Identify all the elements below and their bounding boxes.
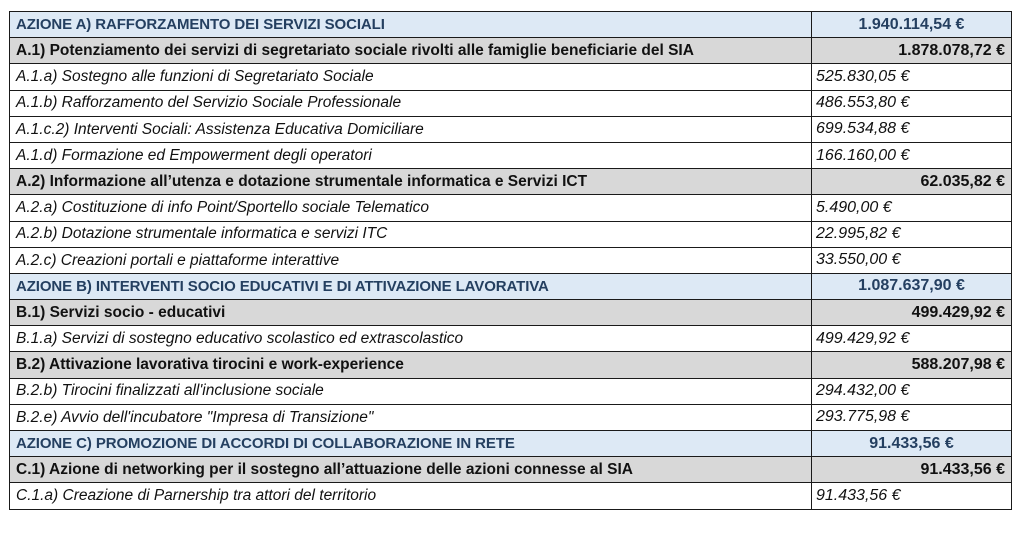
table-row-item	[10, 378, 1012, 404]
row-label: A.2.a) Costituzione di info Point/Sportello sociale Telematico	[10, 195, 812, 221]
row-label: A.1.a) Sostegno alle funzioni di Segretariato Sociale	[10, 64, 812, 90]
table-row-item	[10, 64, 1012, 90]
row-label: AZIONE A) RAFFORZAMENTO DEI SERVIZI SOCIALI	[10, 12, 812, 38]
row-label: B.2) Attivazione lavorativa tirocini e work-experience	[10, 352, 812, 378]
row-label: A.2.b) Dotazione strumentale informatica e servizi ITC	[10, 221, 812, 247]
table-row-item	[10, 195, 1012, 221]
table-row-item	[10, 116, 1012, 142]
table-row-item	[10, 90, 1012, 116]
budget-table-container	[9, 11, 1012, 510]
table-row-azione-c	[10, 431, 1012, 457]
table-row-item	[10, 247, 1012, 273]
row-amount: 499.429,92 €	[812, 300, 1012, 326]
table-row-item	[10, 483, 1012, 509]
row-label: AZIONE B) INTERVENTI SOCIO EDUCATIVI E DI ATTIVAZIONE LAVORATIVA	[10, 273, 812, 299]
table-row-sub-b2	[10, 352, 1012, 378]
row-amount: 1.940.114,54 €	[812, 12, 1012, 38]
row-amount: 294.432,00 €	[812, 378, 1012, 404]
table-row-item	[10, 326, 1012, 352]
row-amount: 1.087.637,90 €	[812, 273, 1012, 299]
row-label: A.1.d) Formazione ed Empowerment degli operatori	[10, 142, 812, 168]
row-amount: 91.433,56 €	[812, 483, 1012, 509]
table-row-sub-a2	[10, 169, 1012, 195]
row-amount: 699.534,88 €	[812, 116, 1012, 142]
row-label: B.2.b) Tirocini finalizzati all'inclusione sociale	[10, 378, 812, 404]
row-label: A.2.c) Creazioni portali e piattaforme interattive	[10, 247, 812, 273]
row-amount: 293.775,98 €	[812, 404, 1012, 430]
table-row-sub-a1	[10, 38, 1012, 64]
row-amount: 62.035,82 €	[812, 169, 1012, 195]
budget-table	[9, 11, 1012, 510]
table-row-azione-a	[10, 12, 1012, 38]
row-label: A.1.c.2) Interventi Sociali: Assistenza Educativa Domiciliare	[10, 116, 812, 142]
row-label: C.1) Azione di networking per il sostegno all’attuazione delle azioni connesse al SIA	[10, 457, 812, 483]
table-row-sub-b1	[10, 300, 1012, 326]
row-label: B.2.e) Avvio dell'incubatore "Impresa di Transizione"	[10, 404, 812, 430]
row-amount: 166.160,00 €	[812, 142, 1012, 168]
row-amount: 525.830,05 €	[812, 64, 1012, 90]
row-label: AZIONE C) PROMOZIONE DI ACCORDI DI COLLABORAZIONE IN RETE	[10, 431, 812, 457]
table-row-item	[10, 221, 1012, 247]
row-label: B.1.a) Servizi di sostegno educativo scolastico ed extrascolastico	[10, 326, 812, 352]
row-label: C.1.a) Creazione di Parnership tra attori del territorio	[10, 483, 812, 509]
row-label: A.1.b) Rafforzamento del Servizio Sociale Professionale	[10, 90, 812, 116]
row-amount: 91.433,56 €	[812, 457, 1012, 483]
row-amount: 33.550,00 €	[812, 247, 1012, 273]
row-label: A.2) Informazione all’utenza e dotazione strumentale informatica e Servizi ICT	[10, 169, 812, 195]
row-label: B.1) Servizi socio - educativi	[10, 300, 812, 326]
row-amount: 5.490,00 €	[812, 195, 1012, 221]
table-row-item	[10, 404, 1012, 430]
row-amount: 588.207,98 €	[812, 352, 1012, 378]
table-row-azione-b	[10, 273, 1012, 299]
row-amount: 1.878.078,72 €	[812, 38, 1012, 64]
row-amount: 499.429,92 €	[812, 326, 1012, 352]
row-amount: 486.553,80 €	[812, 90, 1012, 116]
table-row-sub-c1	[10, 457, 1012, 483]
row-label: A.1) Potenziamento dei servizi di segretariato sociale rivolti alle famiglie beneficiarie del SIA	[10, 38, 812, 64]
row-amount: 22.995,82 €	[812, 221, 1012, 247]
row-amount: 91.433,56 €	[812, 431, 1012, 457]
table-row-item	[10, 142, 1012, 168]
